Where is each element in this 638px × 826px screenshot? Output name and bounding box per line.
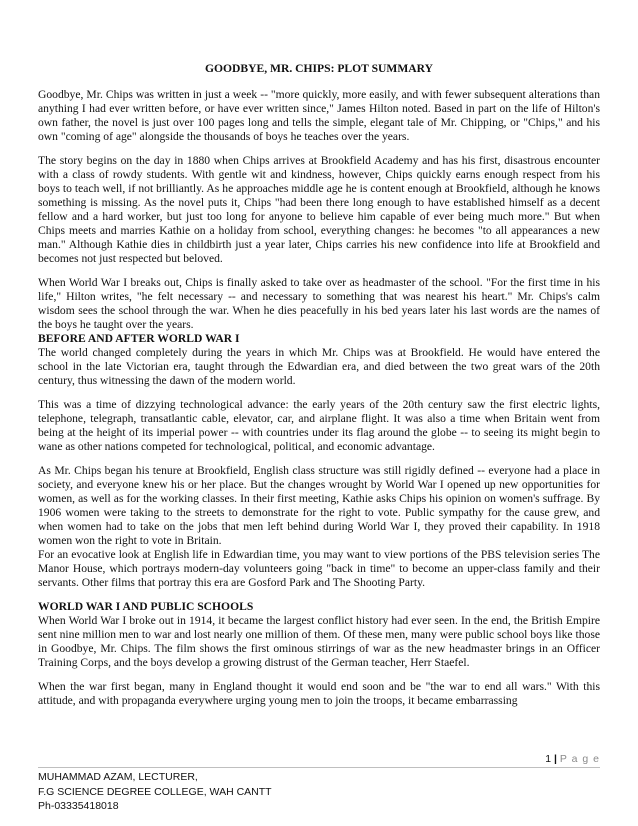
section-heading: BEFORE AND AFTER WORLD WAR I xyxy=(38,332,240,345)
paragraph: For an evocative look at English life in Edwardian time, you may want to view portions of the PBS television series The Manor House, which portrays modern-day volunteers going "back in time" to become an upper-class family and their servants. Other films that portray this era are Gosford Park and The Shooting Party. xyxy=(38,548,600,589)
page-separator: | xyxy=(554,753,557,765)
footer-divider xyxy=(38,767,600,768)
page-number-label xyxy=(545,753,600,765)
author-college-line: F.G SCIENCE DEGREE COLLEGE, WAH CANTT xyxy=(38,785,272,798)
paragraph: As Mr. Chips began his tenure at Brookfield, English class structure was still rigidly defined -- everyone had a place in society, and everyone knew his or her place. But the changes wrought by World War I opened up new opportunities for women, as well as for the working classes. In their first meeting, Kathie asks Chips his opinion on women's suffrage. By 1906 women were taking to the streets to demonstrate for the right to vote. Public sympathy for the cause grew, and when women had to take on the jobs that men left behind during World War I, they proved their capability. In 1918 women won the right to vote in Britain. xyxy=(38,464,600,547)
footer-author-block xyxy=(38,770,272,814)
paragraph: Goodbye, Mr. Chips was written in just a week -- "more quickly, more easily, and with fewer subsequent alterations than anything I had ever written before, or have ever written since," James Hilton noted. Based in part on the life of Hilton's own father, the novel is just over 100 pages long and tells the simple, elegant tale of Mr. Chipping, or "Chips," and his own "coming of age" alongside the thousands of boys he teaches over the years. xyxy=(38,88,600,143)
author-name-line: MUHAMMAD AZAM, LECTURER, xyxy=(38,771,198,783)
paragraph: When World War I breaks out, Chips is finally asked to take over as headmaster of the school. "For the first time in his life," Hilton writes, "he felt necessary -- and necessary to something that was nearest his heart." Mr. Chips's calm wisdom sees the school through the war. When he dies peacefully in his bed years later his last words are the names of the boys he taught over the years. xyxy=(38,276,600,331)
page-word: P a g e xyxy=(559,753,600,765)
paragraph: The world changed completely during the years in which Mr. Chips was at Brookfield. He would have entered the school in the late Victorian era, taught through the Edwardian era, and died between the two great wars of the 20th century, thus witnessing the dawn of the modern world. xyxy=(38,346,600,387)
document-title: GOODBYE, MR. CHIPS: PLOT SUMMARY xyxy=(204,62,434,75)
section-heading: WORLD WAR I AND PUBLIC SCHOOLS xyxy=(38,600,254,613)
document-body xyxy=(38,62,600,708)
author-phone-line: Ph-03335418018 xyxy=(38,800,119,812)
paragraph: When the war first began, many in England thought it would end soon and be "the war to end all wars." With this attitude, and with propaganda everywhere urging young men to join the troops, it became embarrassing xyxy=(38,680,600,707)
page-number: 1 xyxy=(545,753,552,765)
paragraph: The story begins on the day in 1880 when Chips arrives at Brookfield Academy and has his first, disastrous encounter with a class of rowdy students. With gentle wit and kindness, however, Chips quickly earns enough respect from his boys to teach well, if not brilliantly. As he approaches middle age he is content enough at Brookfield, although he knows something is missing. As the novel puts it, Chips "had been there long enough to have established himself as a decent fellow and a hard worker, but just too long for anyone to believe him capable of ever being much more." But when Chips meets and marries Kathie on a holiday from school, everything changes: he becomes "to all appearances a new man." Although Kathie dies in childbirth just a year later, Chips carries his new confidence into life at Brookfield and becomes not just respected but beloved. xyxy=(38,154,600,265)
paragraph: When World War I broke out in 1914, it became the largest conflict history had ever seen. In the end, the British Empire sent nine million men to war and lost nearly one million of them. Of these men, many were public school boys like those in Goodbye, Mr. Chips. The film shows the first ominous stirrings of war as the new headmaster brings in an Officer Training Corps, and the boys develop a growing distrust of the German teacher, Herr Staefel. xyxy=(38,614,600,669)
paragraph: This was a time of dizzying technological advance: the early years of the 20th century saw the first electric lights, telephone, telegraph, transatlantic cable, elevator, car, and airplane flight. It was also a time when Britain went from being at the height of its imperial power -- with countries under its flag around the globe -- to seeing its might begin to wane as other nations competed for technological, political, and economic advantage. xyxy=(38,398,600,453)
